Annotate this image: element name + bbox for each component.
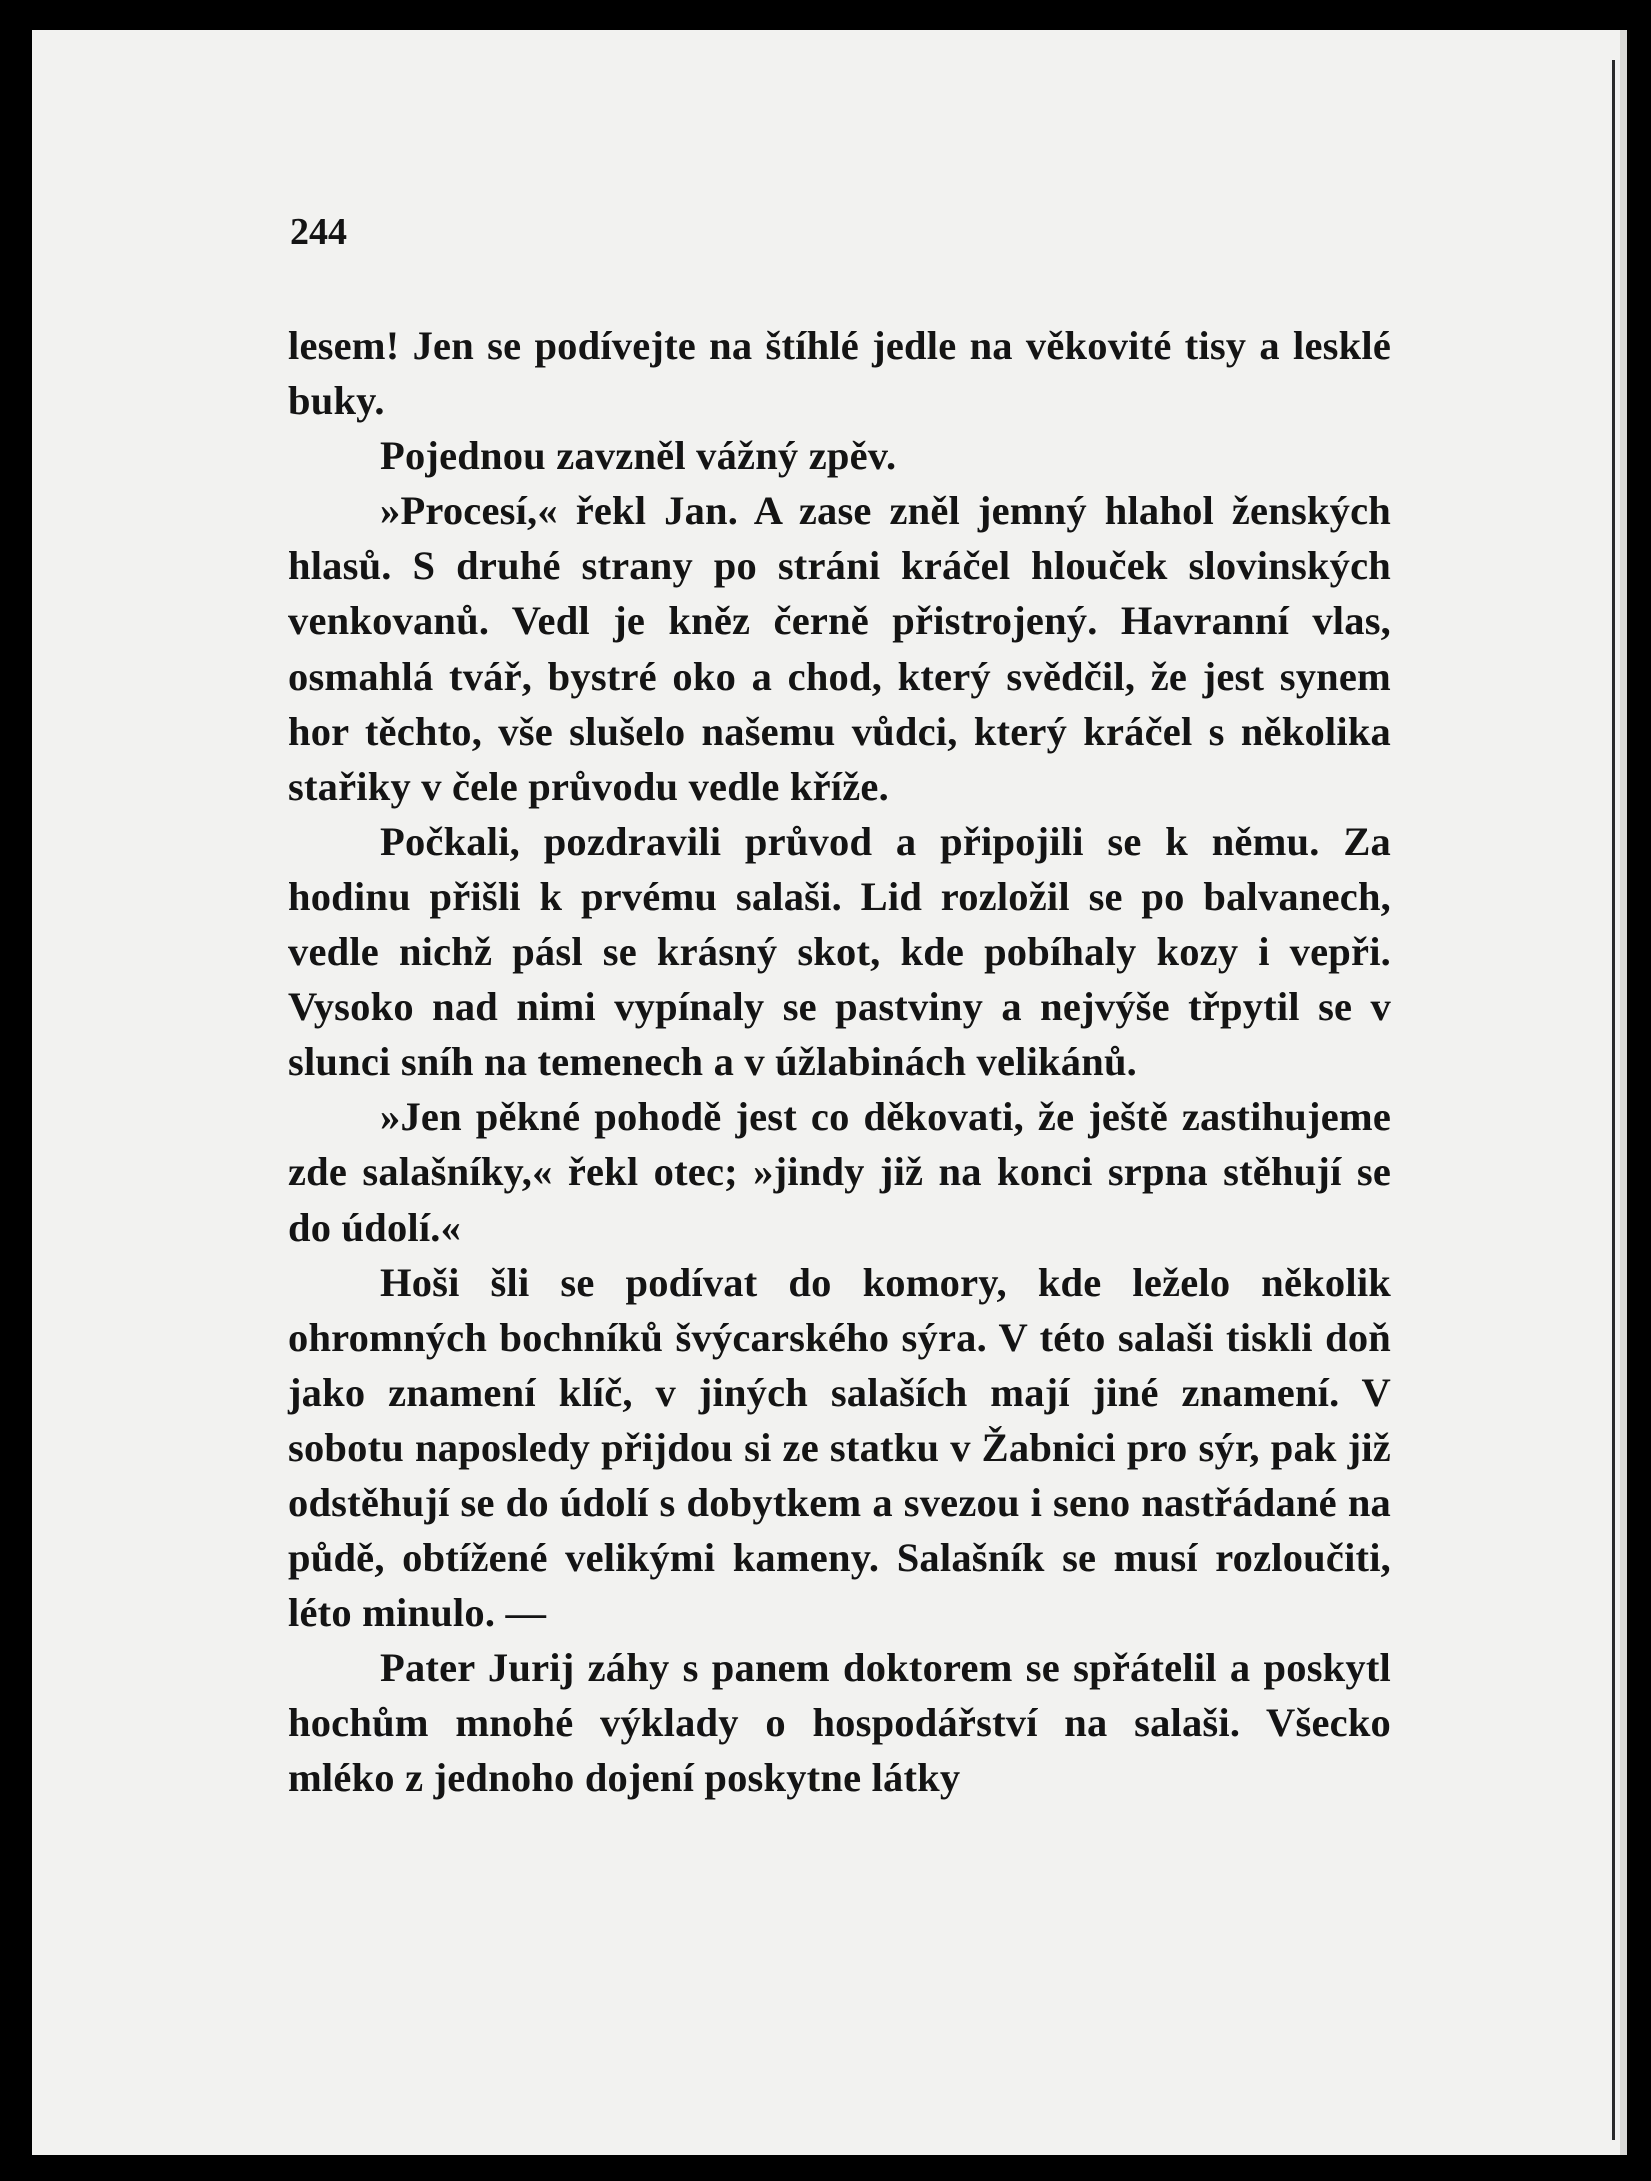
paragraph-4: Počkali, pozdravili průvod a připojili se k němu. Za hodinu přišli k prvému salaši. Lid rozložil se po balvanech, vedle nichž pásl se krásný skot, kde pobíhaly kozy i vepři. Vysoko nad nimi vypínaly se pastviny a nejvýše třpytil se v slunci sníh na temenech a v úžlabinách velikánů.: [288, 818, 1391, 1085]
page-edge: [1620, 30, 1627, 2155]
paragraph-3: »Procesí,« řekl Jan. A zase zněl jemný hlahol ženských hlasů. S druhé strany po stráni kráčel hlouček slovinských venkovanů. Vedl je kněz černě přistrojený. Havranní vlas, osmahlá tvář, bystré oko a chod, který svědčil, že jest synem hor těchto, vše slušelo našemu vůdci, který kráčel s několika stařiky v čele průvodu vedle kříže.: [288, 488, 1391, 809]
paragraph-5: »Jen pěkné pohodě jest co děkovati, že ještě zastihujeme zde salašníky,« řekl otec; »jindy již na konci srpna stěhují se do údolí.«: [288, 1094, 1391, 1250]
paragraph-2: Pojednou zavzněl vážný zpěv.: [380, 433, 897, 479]
book-page: [32, 30, 1620, 2155]
page-number: 244: [290, 211, 347, 253]
paragraph-7: Pater Jurij záhy s panem doktorem se spřátelil a poskytl hochům mnohé výklady o hospodářství na salaši. Všecko mléko z jednoho dojení poskytne látky: [288, 1645, 1391, 1801]
page-body-text: [288, 318, 1391, 1806]
paragraph-1: lesem! Jen se podívejte na štíhlé jedle na věkovité tisy a lesklé buky.: [288, 323, 1391, 424]
paragraph-6: Hoši šli se podívat do komory, kde leželo několik ohromných bochníků švýcarského sýra. V této salaši tiskli doň jako znamení klíč, v jiných salaších mají jiné znamení. V sobotu naposledy přijdou si ze statku v Žabnici pro sýr, pak již odstěhují se do údolí s dobytkem a svezou i seno nastřádané na půdě, obtížené velikými kameny. Salašník se musí rozloučiti, léto minulo. —: [288, 1259, 1391, 1636]
page-binding-shadow: [1612, 60, 1615, 2140]
